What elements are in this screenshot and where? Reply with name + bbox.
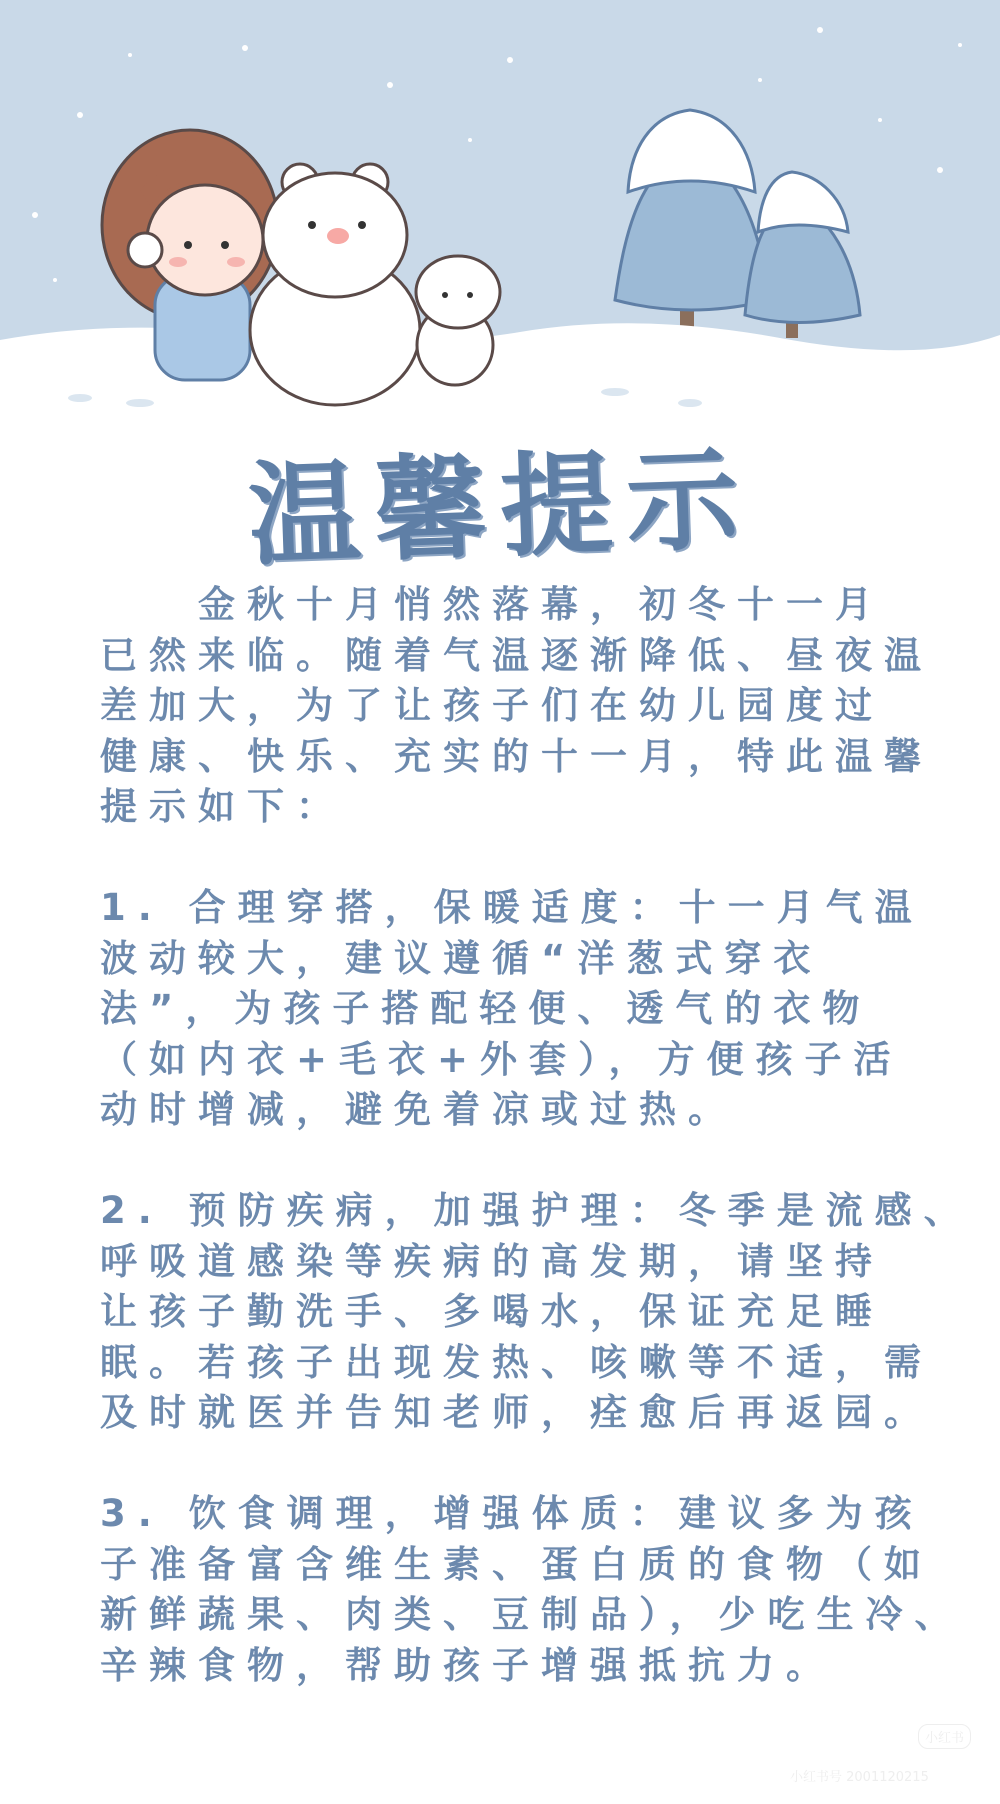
text-line: 及时就医并告知老师，痊愈后再返园。 — [100, 1391, 933, 1434]
text-line: 2. 预防疾病，加强护理：冬季是流感、 — [100, 1189, 973, 1232]
text-line: 提示如下： — [100, 785, 345, 828]
text-line: 辛辣食物，帮助孩子增强抵抗力。 — [100, 1643, 835, 1687]
tree-small-icon — [745, 172, 860, 338]
page-title: 温馨提示 — [246, 433, 755, 582]
tip-2 — [100, 1186, 980, 1439]
tip-3 — [100, 1489, 980, 1691]
text-line: 波动较大，建议遵循“洋葱式穿衣 — [100, 936, 823, 980]
text-line: 呼吸道感染等疾病的高发期，请坚持 — [100, 1239, 884, 1283]
text-line: 1. 合理穿搭，保暖适度：十一月气温 — [100, 886, 924, 929]
sheep-icon — [416, 256, 500, 385]
text-line: （如内衣+毛衣+外套），方便孩子活 — [100, 1037, 903, 1081]
text-line: 差加大，为了让孩子们在幼儿园度过 — [100, 684, 884, 727]
notice-body — [100, 580, 980, 1691]
text-line: 3. 饮食调理，增强体质：建议多为孩 — [100, 1492, 924, 1535]
watermark-logo: 小红书 — [918, 1724, 971, 1749]
text-line: 子准备富含维生素、蛋白质的食物（如 — [100, 1542, 933, 1586]
intro-paragraph — [100, 580, 980, 833]
text-line: 已然来临。随着气温逐渐降低、昼夜温 — [100, 633, 933, 677]
winter-illustration — [0, 0, 1000, 420]
watermark-id: 小红书号 2001120215 — [790, 1770, 929, 1785]
text-line: 健康、快乐、充实的十一月，特此温馨 — [100, 734, 933, 778]
tip-1 — [100, 883, 980, 1136]
text-line: 新鲜蔬果、肉类、豆制品），少吃生冷、 — [100, 1593, 964, 1636]
text-line: 眠。若孩子出现发热、咳嗽等不适，需 — [100, 1340, 933, 1384]
text-line: 让孩子勤洗手、多喝水，保证充足睡 — [100, 1290, 884, 1333]
snowman-bear-icon — [250, 164, 420, 405]
text-line: 金秋十月悄然落幕，初冬十一月 — [100, 583, 884, 626]
text-line: 动时增减，避免着凉或过热。 — [100, 1088, 737, 1131]
text-line: 法”，为孩子搭配轻便、透气的衣物 — [100, 987, 872, 1030]
